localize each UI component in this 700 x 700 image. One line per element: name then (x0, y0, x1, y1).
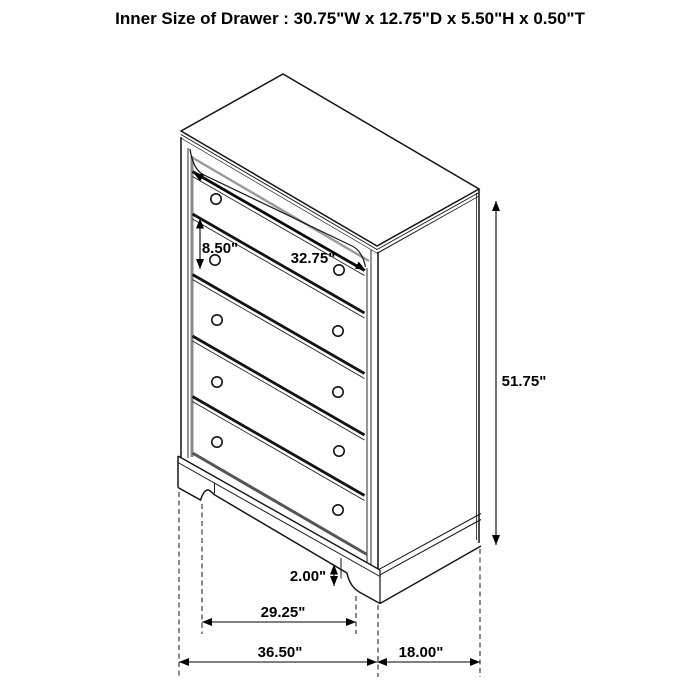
diagram-title: Inner Size of Drawer : 30.75"W x 12.75"D x 5.50"H x 0.50"T (115, 9, 585, 28)
knob (333, 505, 343, 515)
knob (333, 326, 343, 336)
chest-front-frame (178, 137, 378, 570)
drawer-height-label: 8.50" (201, 240, 239, 257)
overall-depth-label: 18.00" (398, 644, 444, 661)
overall-width-label: 36.50" (257, 644, 303, 661)
knob (334, 446, 344, 456)
overall-height-label: 51.75" (501, 373, 547, 390)
base-inner-width-label: 29.25" (260, 604, 306, 621)
knob (212, 437, 222, 447)
knob (333, 387, 343, 397)
dimension-overall-height (496, 201, 546, 545)
knob (212, 377, 222, 387)
dimension-base-cutout (290, 565, 334, 587)
knob (211, 194, 221, 204)
chest-right-side (378, 189, 481, 604)
drawer-width-label: 32.75" (290, 250, 336, 267)
dimension-overall-depth (377, 644, 480, 662)
knob (212, 315, 222, 325)
base-cutout-label: 2.00" (289, 568, 327, 585)
dimension-overall-width (179, 644, 377, 662)
dimension-base-inner-width (202, 604, 356, 622)
knob (334, 265, 344, 275)
